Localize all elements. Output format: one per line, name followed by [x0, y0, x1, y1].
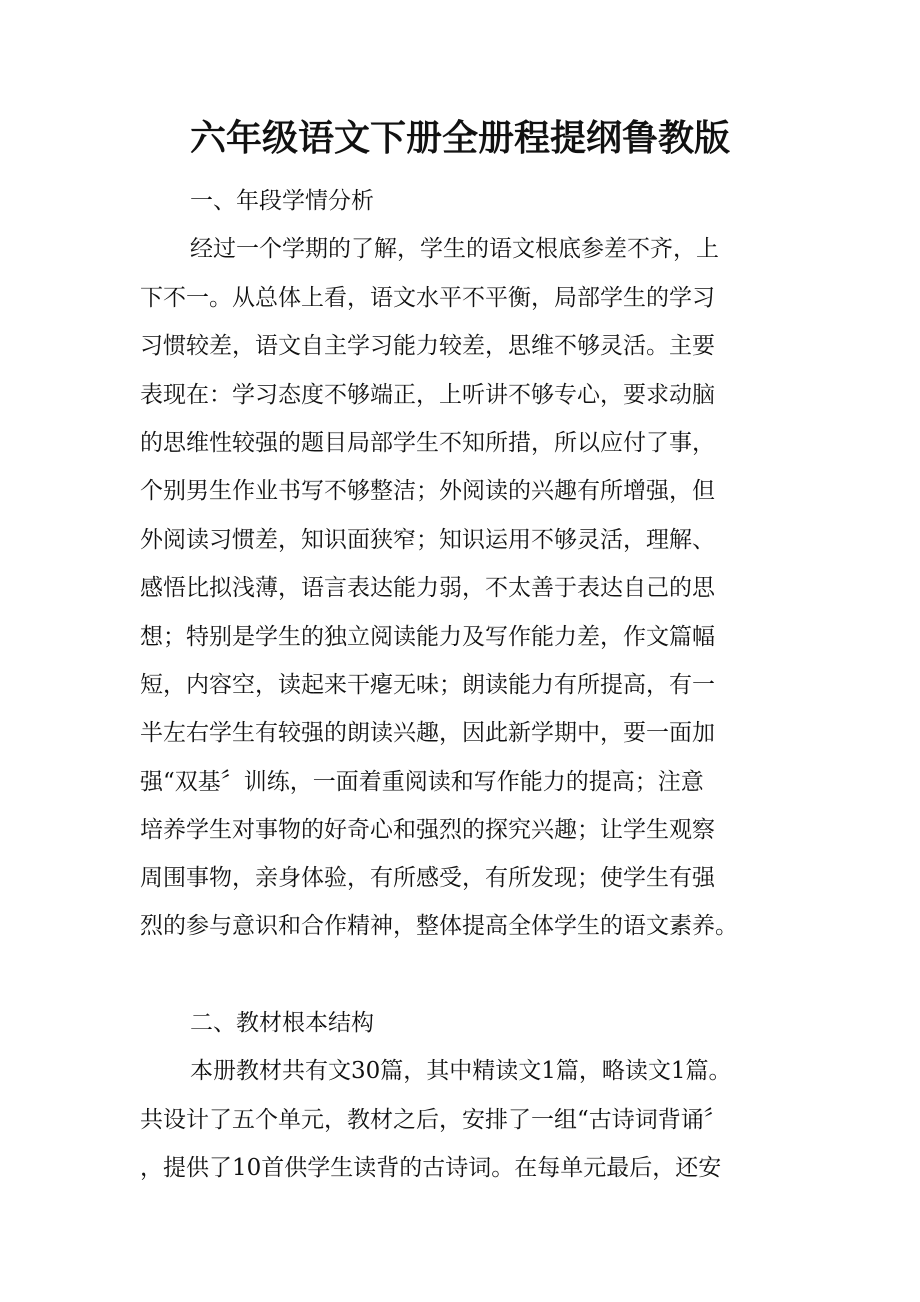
- paragraph-line: 周围事物，亲身体验，有所感受，有所发现；使学生有强: [140, 865, 715, 891]
- paragraph-line: 强“双基〞训练，一面着重阅读和写作能力的提高；注意: [140, 769, 704, 795]
- paragraph-line: ，提供了10首供学生读背的古诗词。在每单元最后，还安: [140, 1155, 722, 1181]
- paragraph-line: 经过一个学期的了解，学生的语文根底参差不齐，上: [190, 236, 719, 262]
- paragraph-line: 烈的参与意识和合作精神，整体提高全体学生的语文素养。: [140, 913, 738, 939]
- section-heading-2: 二、教材根本结构: [190, 1010, 374, 1036]
- document-title: 六年级语文下册全册程提纲鲁教版: [189, 117, 730, 159]
- paragraph-line: 的思维性较强的题目局部学生不知所措，所以应付了事，: [140, 430, 715, 456]
- paragraph-line: 本册教材共有文30篇，其中精读文1篇，略读文1篇。: [190, 1058, 732, 1084]
- section-heading-1: 一、年段学情分析: [190, 188, 374, 214]
- paragraph-line: 外阅读习惯差，知识面狭窄；知识运用不够灵活，理解、: [140, 527, 715, 553]
- paragraph-line: 个别男生作业书写不够整洁；外阅读的兴趣有所增强，但: [140, 478, 715, 504]
- paragraph-line: 感悟比拟浅薄，语言表达能力弱，不太善于表达自己的思: [140, 575, 715, 601]
- paragraph-line: 短，内容空，读起来干瘪无味；朗读能力有所提高，有一: [140, 672, 715, 698]
- paragraph-line: 表现在：学习态度不够端正，上听讲不够专心，要求动脑: [140, 382, 715, 408]
- paragraph-line: 想；特别是学生的独立阅读能力及写作能力差，作文篇幅: [140, 624, 715, 650]
- paragraph-line: 习惯较差，语文自主学习能力较差，思维不够灵活。主要: [140, 333, 715, 359]
- paragraph-line: 共设计了五个单元，教材之后，安排了一组“古诗词背诵〞: [140, 1107, 727, 1133]
- paragraph-line: 半左右学生有较强的朗读兴趣，因此新学期中，要一面加: [140, 720, 715, 746]
- paragraph-line: 培养学生对事物的好奇心和强烈的探究兴趣；让学生观察: [140, 817, 715, 843]
- paragraph-line: 下不一。从总体上看，语文水平不平衡，局部学生的学习: [140, 285, 715, 311]
